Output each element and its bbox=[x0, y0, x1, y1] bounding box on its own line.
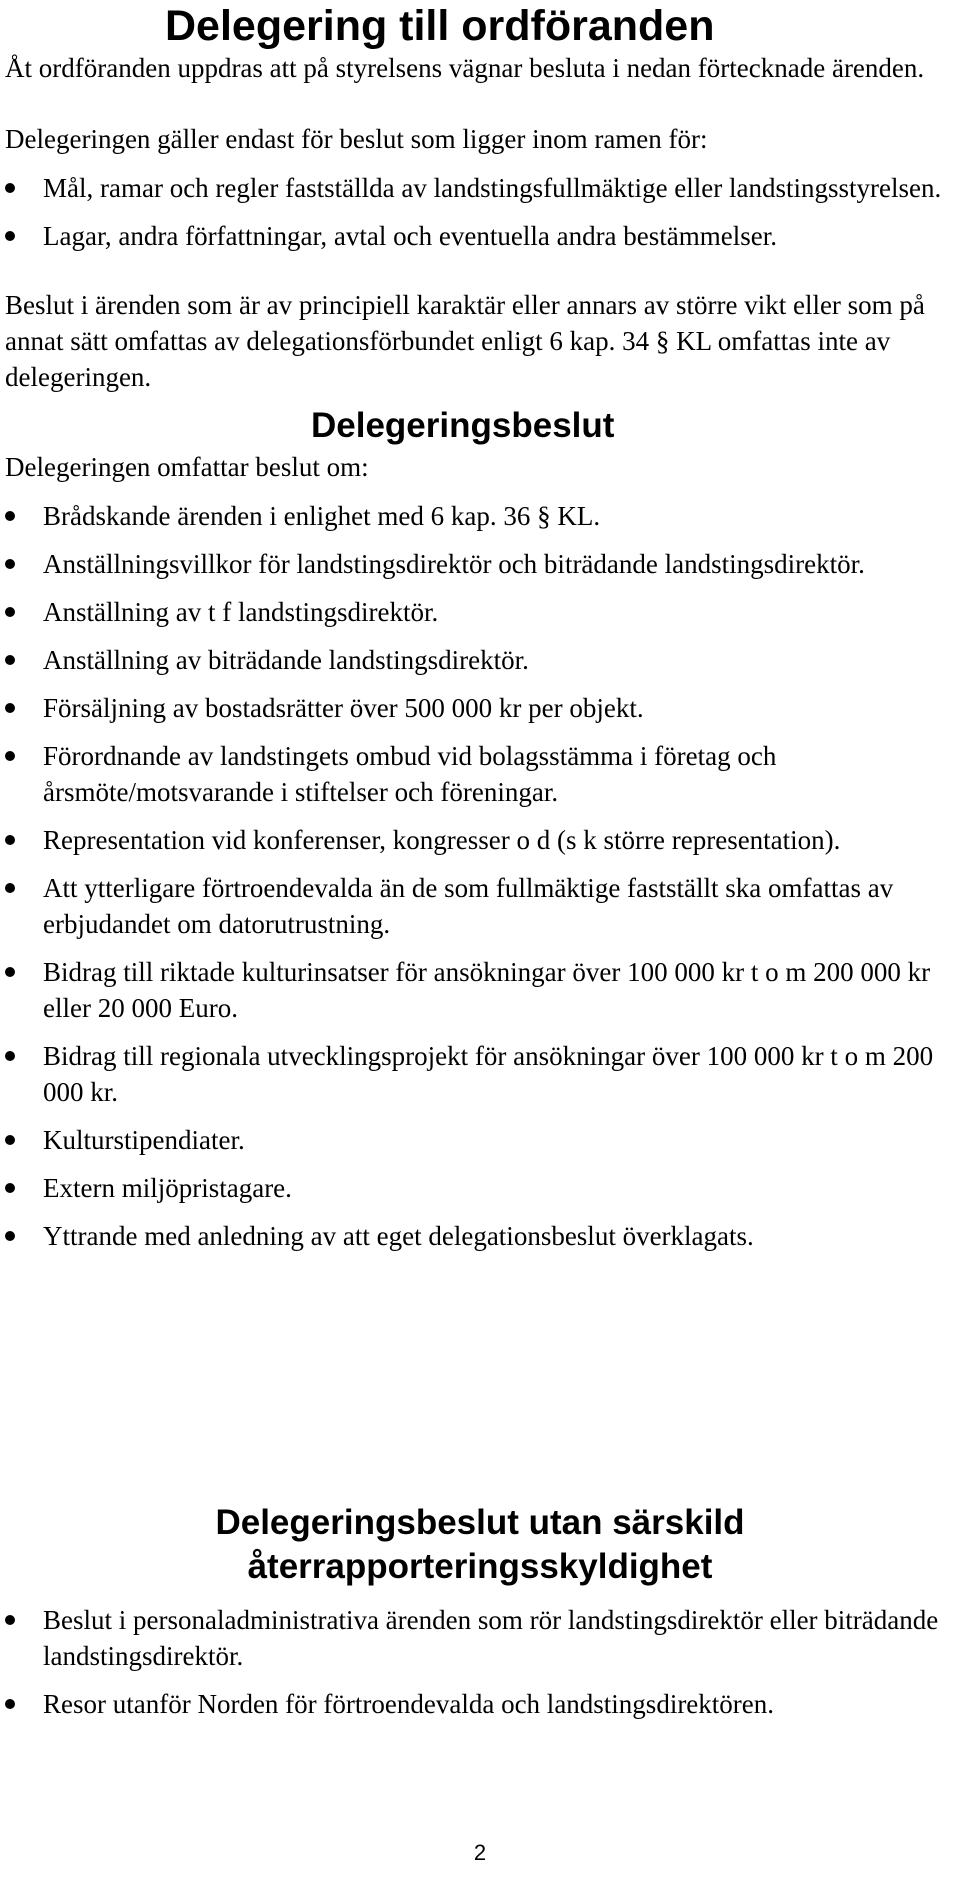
list-item: Att ytterligare förtroendevalda än de som fullmäktige fastställt ska omfattas av erbjudandet om datorutrustning. bbox=[5, 870, 955, 942]
list-item: Anställningsvillkor för landstingsdirektör och biträdande landstingsdirektör. bbox=[5, 546, 955, 582]
section-heading-line-1: Delegeringsbeslut utan särskild bbox=[215, 1503, 745, 1542]
bullet-icon bbox=[5, 883, 15, 893]
bullet-icon bbox=[5, 1615, 15, 1625]
scope-list bbox=[5, 170, 955, 254]
bullet-icon bbox=[5, 967, 15, 977]
list-item: Förordnande av landstingets ombud vid bolagsstämma i företag och årsmöte/motsvarande i stiftelser och föreningar. bbox=[5, 738, 955, 810]
bullet-icon bbox=[5, 655, 15, 665]
list-item: Representation vid konferenser, kongresser o d (s k större representation). bbox=[5, 822, 955, 858]
bullet-icon bbox=[5, 1183, 15, 1193]
bullet-icon bbox=[5, 511, 15, 521]
scope-intro: Delegeringen gäller endast för beslut som ligger inom ramen för: bbox=[5, 124, 708, 154]
section-heading-line-2: återrapporteringsskyldighet bbox=[247, 1547, 713, 1586]
section-heading-delegeringsbeslut: Delegeringsbeslut bbox=[311, 406, 615, 445]
bullet-icon bbox=[5, 1231, 15, 1241]
list-item: Anställning av t f landstingsdirektör. bbox=[5, 594, 955, 630]
intro-paragraph: Åt ordföranden uppdras att på styrelsens vägnar besluta i nedan förtecknade ärenden. bbox=[5, 53, 925, 83]
list-item: Försäljning av bostadsrätter över 500 000 kr per objekt. bbox=[5, 690, 955, 726]
list-item: Bidrag till riktade kulturinsatser för ansökningar över 100 000 kr t o m 200 000 kr eller 20 000 Euro. bbox=[5, 954, 955, 1026]
list-item: Mål, ramar och regler fastställda av landstingsfullmäktige eller landstingsstyrelsen. bbox=[5, 170, 955, 206]
bullet-icon bbox=[5, 751, 15, 761]
bullet-icon bbox=[5, 1051, 15, 1061]
page-number: 2 bbox=[473, 1840, 487, 1865]
list-item: Bidrag till regionala utvecklingsprojekt för ansökningar över 100 000 kr t o m 200 000 kr. bbox=[5, 1038, 955, 1110]
list-item: Brådskande ärenden i enlighet med 6 kap. 36 § KL. bbox=[5, 498, 955, 534]
list-item: Yttrande med anledning av att eget delegationsbeslut överklagats. bbox=[5, 1218, 955, 1254]
section-intro: Delegeringen omfattar beslut om: bbox=[5, 452, 369, 482]
bullet-icon bbox=[5, 559, 15, 569]
bullet-icon bbox=[5, 1699, 15, 1709]
exclusion-paragraph: Beslut i ärenden som är av principiell karaktär eller annars av större vikt eller som på annat sätt omfattas av delegationsförbundet enligt 6 kap. 34 § KL omfattas inte av delegeringen. bbox=[5, 290, 925, 392]
bullet-icon bbox=[5, 607, 15, 617]
delegation-list bbox=[5, 498, 955, 1254]
bullet-icon bbox=[5, 835, 15, 845]
no-report-list bbox=[5, 1602, 955, 1722]
bullet-icon bbox=[5, 703, 15, 713]
bullet-icon bbox=[5, 1135, 15, 1145]
list-item: Kulturstipendiater. bbox=[5, 1122, 955, 1158]
bullet-icon bbox=[5, 231, 15, 241]
bullet-icon bbox=[5, 183, 15, 193]
list-item: Beslut i personaladministrativa ärenden som rör landstingsdirektör eller biträdande landstingsdirektör. bbox=[5, 1602, 955, 1674]
list-item: Resor utanför Norden för förtroendevalda och landstingsdirektören. bbox=[5, 1686, 955, 1722]
list-item: Lagar, andra författningar, avtal och eventuella andra bestämmelser. bbox=[5, 218, 955, 254]
list-item: Anställning av biträdande landstingsdirektör. bbox=[5, 642, 955, 678]
list-item: Extern miljöpristagare. bbox=[5, 1170, 955, 1206]
page-title: Delegering till ordföranden bbox=[165, 2, 715, 50]
